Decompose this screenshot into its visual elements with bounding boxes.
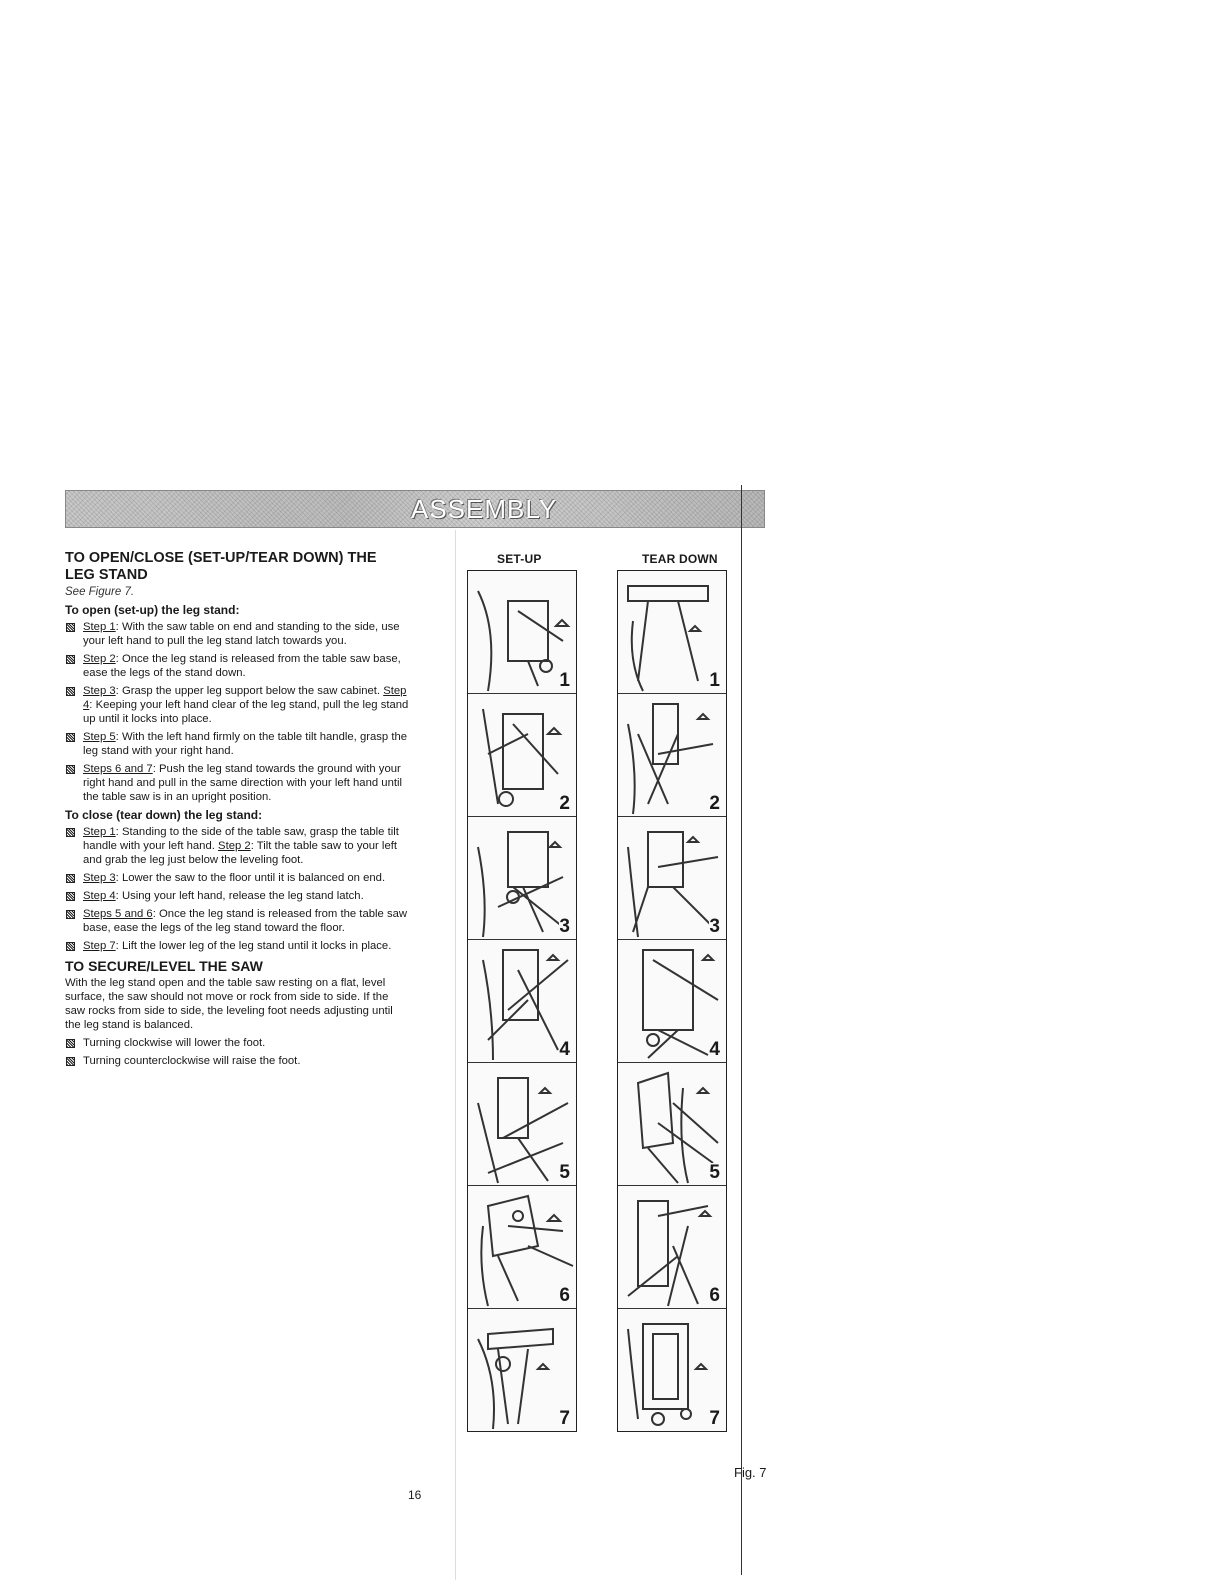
panel-number: 4 [559, 1039, 570, 1060]
step-ref: Step 5 [83, 731, 116, 743]
bullet-icon [66, 828, 75, 837]
setup-panel [468, 1309, 576, 1431]
section-banner [65, 490, 765, 528]
step-text: : Tilt the table saw to your left and grab the leg just below the leveling foot. [83, 840, 398, 866]
panel-number: 5 [559, 1162, 570, 1183]
bullet-icon [66, 874, 75, 883]
step-text: : Lift the lower leg of the leg stand until it locks in place. [115, 940, 392, 952]
panel-number: 6 [709, 1285, 720, 1306]
bullet-icon [66, 733, 75, 742]
step-ref: Step 3 [83, 872, 116, 884]
list-item [65, 730, 410, 758]
setup-panel [468, 940, 576, 1063]
teardown-panel [618, 1063, 726, 1186]
panel-number: 2 [559, 793, 570, 814]
panel-number: 2 [709, 793, 720, 814]
section-heading-secure-level: TO SECURE/LEVEL THE SAW [65, 958, 263, 974]
list-item [65, 825, 410, 867]
panel-number: 4 [709, 1039, 720, 1060]
see-figure-note: See Figure 7. [65, 586, 135, 598]
panel-number: 3 [709, 916, 720, 937]
teardown-panel [618, 817, 726, 940]
list-item [65, 762, 410, 804]
teardown-panel [618, 571, 726, 694]
step-ref: Step 4 [83, 890, 116, 902]
section-heading-open-close: TO OPEN/CLOSE (SET-UP/TEAR DOWN) THE LEG STAND [65, 550, 377, 583]
vertical-rule-right [741, 485, 742, 1575]
bullet-icon [66, 910, 75, 919]
list-item [65, 939, 410, 953]
teardown-panel [618, 940, 726, 1063]
teardown-panel [618, 694, 726, 817]
bullet-icon [66, 942, 75, 951]
close-subheading: To close (tear down) the leg stand: [65, 808, 263, 822]
setup-panel [468, 817, 576, 940]
teardown-panel [618, 1309, 726, 1431]
bullet-icon [66, 623, 75, 632]
bullet-icon [66, 1057, 75, 1066]
step-text: : Push the leg stand towards the ground with your right hand and pull in the same direction with your left hand until the table saw is in an upright position. [83, 763, 403, 803]
step-text: : Once the leg stand is released from the table saw base, ease the legs of the stand down. [83, 653, 401, 679]
panel-number: 7 [559, 1408, 570, 1429]
list-item [65, 684, 410, 726]
vertical-rule-faint [455, 530, 456, 1580]
panel-number: 3 [559, 916, 570, 937]
step-ref: Step 7 [83, 940, 116, 952]
figure-caption: Fig. 7 [734, 1465, 767, 1480]
bullet-icon [66, 892, 75, 901]
list-item [65, 620, 410, 648]
open-steps-list [65, 620, 410, 804]
step-ref: Step 4 [83, 685, 407, 711]
bullet-text: Turning counterclockwise will raise the foot. [83, 1055, 301, 1067]
bullet-text: Turning clockwise will lower the foot. [83, 1037, 266, 1049]
setup-panel [468, 1063, 576, 1186]
open-subheading: To open (set-up) the leg stand: [65, 603, 240, 617]
bullet-icon [66, 1039, 75, 1048]
setup-panel [468, 694, 576, 817]
panel-number: 7 [709, 1408, 720, 1429]
text-column [65, 550, 410, 1072]
step-ref: Step 3 [83, 685, 116, 697]
list-item [65, 871, 410, 885]
step-text: : With the left hand firmly on the table tilt handle, grasp the leg stand with your right hand. [83, 731, 408, 757]
level-bullets-list [65, 1036, 410, 1068]
panel-number: 1 [709, 670, 720, 691]
bullet-icon [66, 765, 75, 774]
step-text: : Grasp the upper leg support below the saw cabinet. [115, 685, 384, 697]
step-ref: Step 2 [218, 840, 251, 852]
step-text: : Lower the saw to the floor until it is balanced on end. [115, 872, 386, 884]
step-text: : Using your left hand, release the leg stand latch. [115, 890, 364, 902]
secure-level-paragraph: With the leg stand open and the table saw resting on a flat, level surface, the saw should not move or rock from side to side. If the saw rocks from side to side, the leveling foot needs adjusting until the leg stand is balanced. [65, 977, 393, 1031]
setup-panel [468, 571, 576, 694]
step-ref: Steps 5 and 6 [83, 908, 153, 920]
banner-title: ASSEMBLY [411, 494, 558, 524]
step-ref: Step 1 [83, 621, 116, 633]
setup-illustration-strip [467, 570, 577, 1432]
list-item [65, 907, 410, 935]
panel-number: 5 [709, 1162, 720, 1183]
panel-number: 6 [559, 1285, 570, 1306]
list-item [65, 652, 410, 680]
bullet-icon [66, 687, 75, 696]
step-ref: Step 2 [83, 653, 116, 665]
step-text: : Keeping your left hand clear of the leg stand, pull the leg stand up until it locks into place. [83, 699, 409, 725]
step-ref: Step 1 [83, 826, 116, 838]
step-ref: Steps 6 and 7 [83, 763, 153, 775]
setup-panel [468, 1186, 576, 1309]
step-text: : Once the leg stand is released from the table saw base, ease the legs of the leg stand toward the floor. [83, 908, 408, 934]
page-number: 16 [408, 1488, 422, 1502]
step-text: : With the saw table on end and standing to the side, use your left hand to pull the leg stand latch towards you. [83, 621, 400, 647]
teardown-illustration-strip [617, 570, 727, 1432]
panel-number: 1 [559, 670, 570, 691]
list-item [65, 1036, 410, 1050]
list-item [65, 889, 410, 903]
bullet-icon [66, 655, 75, 664]
step-text: : Standing to the side of the table saw, grasp the table tilt handle with your left hand. [83, 826, 399, 852]
teardown-column-label: TEAR DOWN [642, 552, 718, 566]
teardown-panel [618, 1186, 726, 1309]
close-steps-list [65, 825, 410, 953]
list-item [65, 1054, 410, 1068]
setup-column-label: SET-UP [497, 552, 542, 566]
